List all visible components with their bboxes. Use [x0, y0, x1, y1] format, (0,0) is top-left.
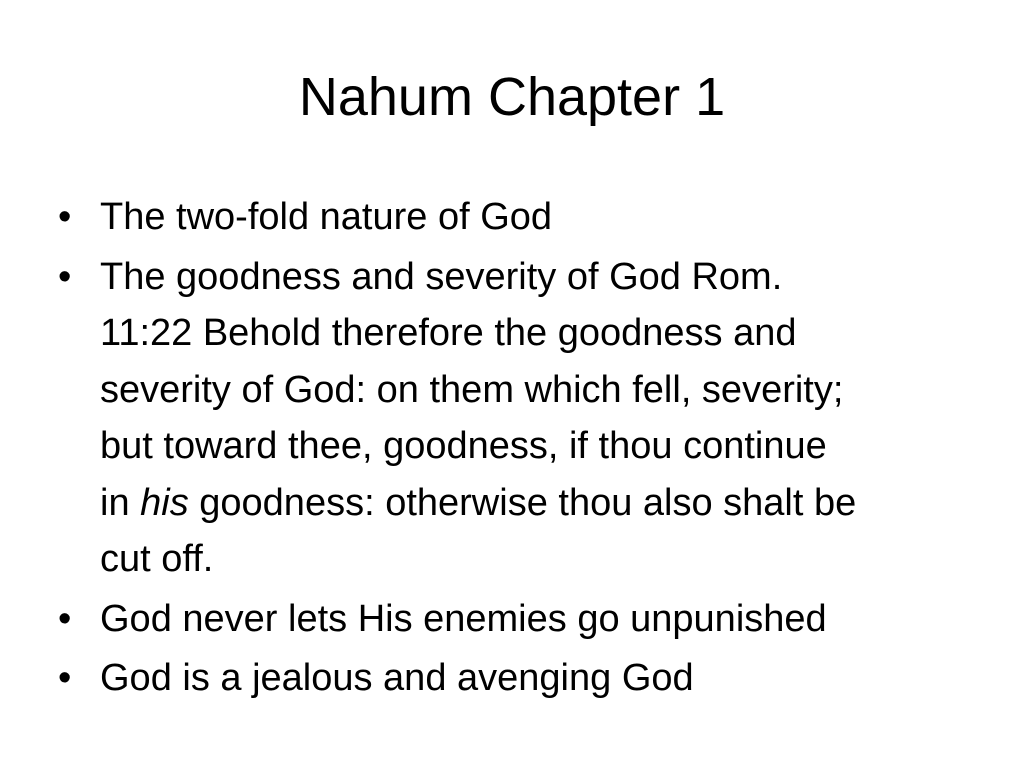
verse-line-5-suffix: goodness: otherwise thou also shalt be [188, 481, 857, 524]
bullet-icon: • [58, 657, 72, 699]
bullet-item-two-fold-nature [58, 189, 1018, 246]
bullet-text: The two-fold nature of God [100, 196, 553, 238]
bullet-icon: • [58, 597, 72, 640]
bullet-text: God is a jealous and avenging God [100, 657, 694, 699]
bullet-item-jealous-avenging [58, 650, 1018, 707]
verse-text [100, 256, 856, 581]
bullet-icon: • [58, 255, 72, 298]
bullet-list [58, 189, 1018, 710]
bullet-icon: • [58, 196, 72, 238]
verse-line-4: but toward thee, goodness, if thou continue [100, 425, 827, 467]
bullet-item-enemies-unpunished [58, 591, 1018, 648]
verse-line-1: The goodness and severity of God Rom. [100, 255, 783, 298]
verse-line-3: severity of God: on them which fell, severity; [100, 368, 844, 411]
verse-italic-word: his [140, 481, 189, 524]
bullet-text: God never lets His enemies go unpunished [100, 597, 827, 640]
verse-line-5-prefix: in [100, 481, 141, 524]
verse-line-6: cut off. [100, 538, 214, 580]
slide-title: Nahum Chapter 1 [298, 67, 726, 127]
verse-line-2: 11:22 Behold therefore the goodness and [100, 312, 797, 354]
bullet-item-goodness-severity [58, 249, 1018, 588]
